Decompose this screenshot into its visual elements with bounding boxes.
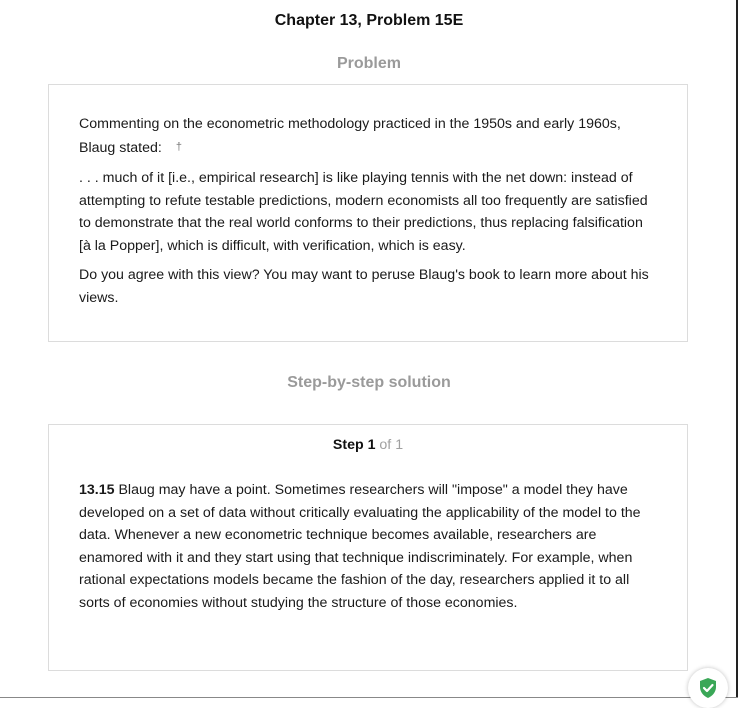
step-header: [79, 437, 657, 453]
problem-intro: [79, 113, 657, 159]
answer-body: Blaug may have a point. Sometimes researchers will "impose" a model they have developed on a set of data without critically evaluating the applicability of the model to the data. Whenever a new econometric technique becomes available, researchers are enamored with it and they start using that technique indiscriminately. For example, when rational expectations models became the fashion of the day, researchers applied it to all sorts of economies without studying the structure of those economies.: [79, 482, 641, 611]
solution-text: [79, 479, 657, 614]
solution-heading: Step-by-step solution: [287, 374, 451, 391]
step-count: of 1: [379, 437, 404, 453]
shield-badge[interactable]: [688, 668, 728, 708]
solution-card: [48, 424, 688, 671]
footnote-marker[interactable]: †: [175, 140, 182, 153]
answer-number: 13.15: [79, 482, 115, 498]
problem-card: [48, 84, 688, 342]
problem-heading: Problem: [336, 55, 401, 72]
problem-quote: . . . much of it [i.e., empirical research] is like playing tennis with the net down: instead of attempting to refute testable predictions, modern economists all too frequently are satisfied to demonstrate that the real world conforms to their predictions, thus replacing falsification [à la Popper], which is difficult, with verification, which is easy.: [79, 170, 648, 254]
problem-intro-text: Commenting on the econometric methodology practiced in the 1950s and early 1960s, Blaug stated:: [79, 116, 621, 156]
shield-check-icon: [698, 677, 718, 699]
problem-question: Do you agree with this view? You may want to peruse Blaug's book to learn more about his views.: [79, 267, 649, 306]
page-title: Chapter 13, Problem 15E: [274, 12, 464, 29]
step-label: Step 1: [332, 437, 376, 453]
